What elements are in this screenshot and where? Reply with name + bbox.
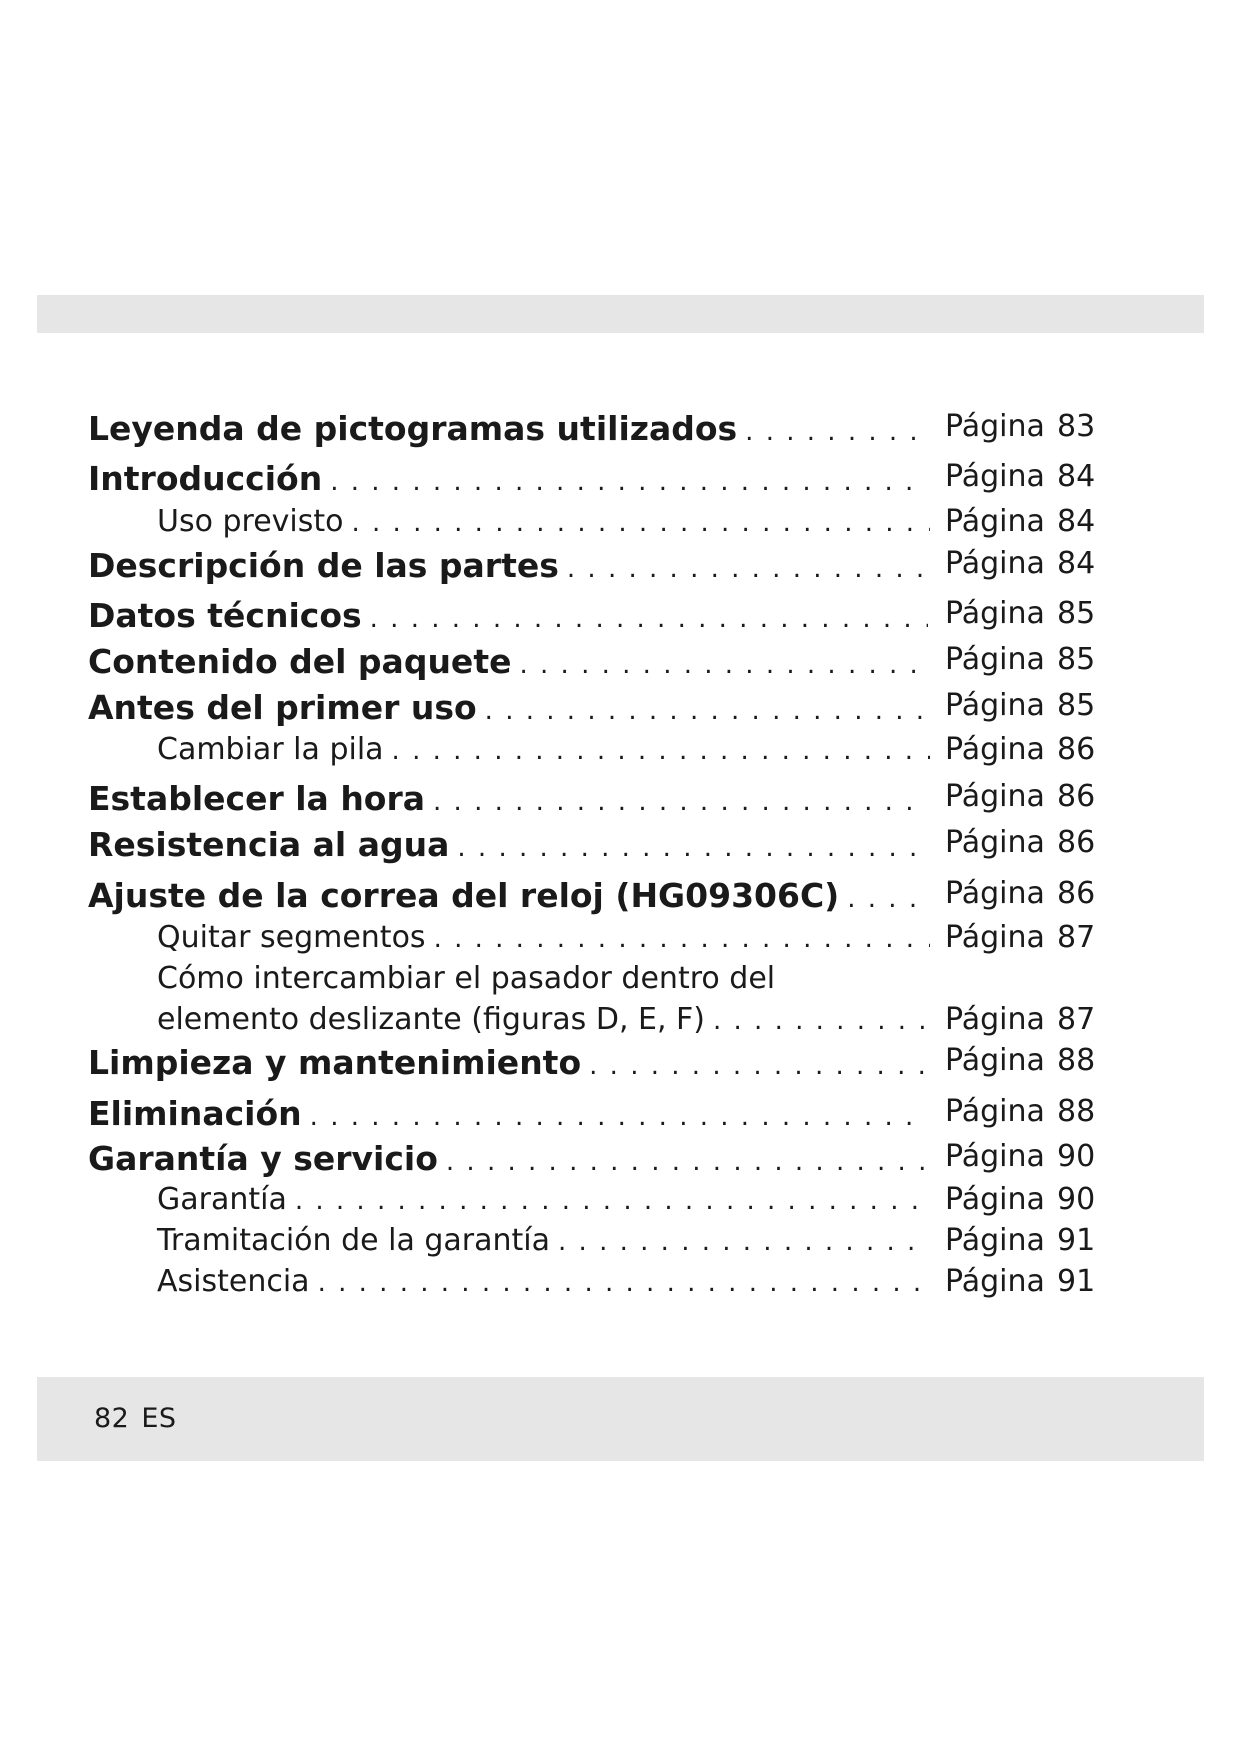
dot-leader <box>567 554 928 584</box>
toc-page-ref <box>945 1223 1095 1258</box>
toc-page-ref <box>945 546 1095 581</box>
page-number: 87 <box>1057 1002 1096 1037</box>
page-label: Página <box>945 1139 1045 1174</box>
toc-entry-title: Ajuste de la correa del reloj (HG09306C) <box>88 876 840 915</box>
page-number: 88 <box>1057 1043 1096 1078</box>
page-label: Página <box>945 1043 1045 1078</box>
dot-leader <box>330 467 928 497</box>
page-number: 83 <box>1057 409 1096 444</box>
toc-page-ref <box>945 1043 1095 1078</box>
page-number: 85 <box>1057 596 1096 631</box>
page-label: Página <box>945 825 1045 860</box>
page-label: Página <box>945 459 1045 494</box>
footer-language: ES <box>141 1403 177 1434</box>
page-number: 86 <box>1057 876 1096 911</box>
toc-page-ref <box>945 504 1095 539</box>
toc-page-ref <box>945 1182 1095 1217</box>
toc-page-ref <box>945 825 1095 860</box>
footer-band <box>37 1377 1204 1461</box>
page-number: 87 <box>1057 920 1096 955</box>
page-number: 86 <box>1057 825 1096 860</box>
dot-leader <box>295 1186 930 1216</box>
dot-leader <box>589 1051 928 1081</box>
dot-leader <box>745 417 928 447</box>
toc-page-ref <box>945 409 1095 444</box>
toc-entry-title: Resistencia al agua <box>88 825 450 864</box>
page-label: Página <box>945 920 1045 955</box>
page-number: 91 <box>1057 1223 1096 1258</box>
toc-page-ref <box>945 1094 1095 1129</box>
dot-leader <box>485 696 928 726</box>
dot-leader <box>713 1006 930 1036</box>
dot-leader <box>519 650 928 680</box>
page-number: 84 <box>1057 546 1096 581</box>
toc-page-ref <box>945 779 1095 814</box>
page-label: Página <box>945 1264 1045 1299</box>
page-label: Página <box>945 504 1045 539</box>
page-number: 90 <box>1057 1139 1096 1174</box>
toc-entry-title: Limpieza y mantenimiento <box>88 1043 582 1082</box>
toc-entry-title: Introducción <box>88 459 323 498</box>
toc-page-ref <box>945 1139 1095 1174</box>
toc-entry-title: Contenido del paquete <box>88 642 512 681</box>
page-label: Página <box>945 779 1045 814</box>
page-number: 91 <box>1057 1264 1096 1299</box>
dot-leader <box>433 787 928 817</box>
toc-page-ref <box>945 1002 1095 1037</box>
toc-subentry-title: elemento deslizante (figuras D, E, F) <box>157 1002 705 1037</box>
page-number: 84 <box>1057 504 1096 539</box>
toc-page-ref <box>945 1264 1095 1299</box>
toc-page-ref <box>945 876 1095 911</box>
toc-page-ref <box>945 596 1095 631</box>
dot-leader <box>392 736 930 766</box>
page-number: 84 <box>1057 459 1096 494</box>
dot-leader <box>370 604 928 634</box>
dot-leader <box>352 508 931 538</box>
dot-leader <box>457 833 928 863</box>
toc-page-ref <box>945 688 1095 723</box>
page-label: Página <box>945 876 1045 911</box>
page-label: Página <box>945 409 1045 444</box>
toc-subentry-title: Quitar segmentos <box>157 920 426 955</box>
page-number: 90 <box>1057 1182 1096 1217</box>
toc-page-ref <box>945 920 1095 955</box>
toc-subentry-title: Uso previsto <box>157 504 344 539</box>
page-label: Página <box>945 1182 1045 1217</box>
page-label: Página <box>945 688 1045 723</box>
toc-entry-title: Establecer la hora <box>88 779 426 818</box>
page-number: 86 <box>1057 732 1096 767</box>
toc-page-ref <box>945 459 1095 494</box>
dot-leader <box>558 1227 930 1257</box>
page-number: 88 <box>1057 1094 1096 1129</box>
toc-entry-title: Datos técnicos <box>88 596 362 635</box>
toc-page-ref <box>945 642 1095 677</box>
page-number: 86 <box>1057 779 1096 814</box>
toc-subentry-title: Asistencia <box>157 1264 310 1299</box>
page-number: 85 <box>1057 688 1096 723</box>
toc-subentry-title: Garantía <box>157 1182 287 1217</box>
page-number: 85 <box>1057 642 1096 677</box>
toc-subentry-title: Tramitación de la garantía <box>157 1223 551 1258</box>
page-label: Página <box>945 1223 1045 1258</box>
page-label: Página <box>945 732 1045 767</box>
toc-entry-title: Leyenda de pictogramas utilizados <box>88 409 738 448</box>
dot-leader <box>434 924 930 954</box>
toc-page-ref <box>945 732 1095 767</box>
footer-page-info <box>94 1403 177 1434</box>
toc-entry-title: Garantía y servicio <box>88 1139 438 1178</box>
toc-subentry-title-line1: Cómo intercambiar el pasador dentro del <box>157 961 776 996</box>
toc-entry-title: Descripción de las partes <box>88 546 559 585</box>
dot-leader <box>310 1102 928 1132</box>
footer-page-number: 82 <box>94 1403 130 1434</box>
page-label: Página <box>945 1002 1045 1037</box>
toc-entry-title: Eliminación <box>88 1094 302 1133</box>
page-label: Página <box>945 642 1045 677</box>
page-label: Página <box>945 546 1045 581</box>
dot-leader <box>446 1147 928 1177</box>
dot-leader <box>847 884 928 914</box>
toc-entry-title: Antes del primer uso <box>88 688 477 727</box>
page-label: Página <box>945 1094 1045 1129</box>
page-label: Página <box>945 596 1045 631</box>
toc-subentry-title: Cambiar la pila <box>157 732 384 767</box>
dot-leader <box>318 1268 930 1298</box>
